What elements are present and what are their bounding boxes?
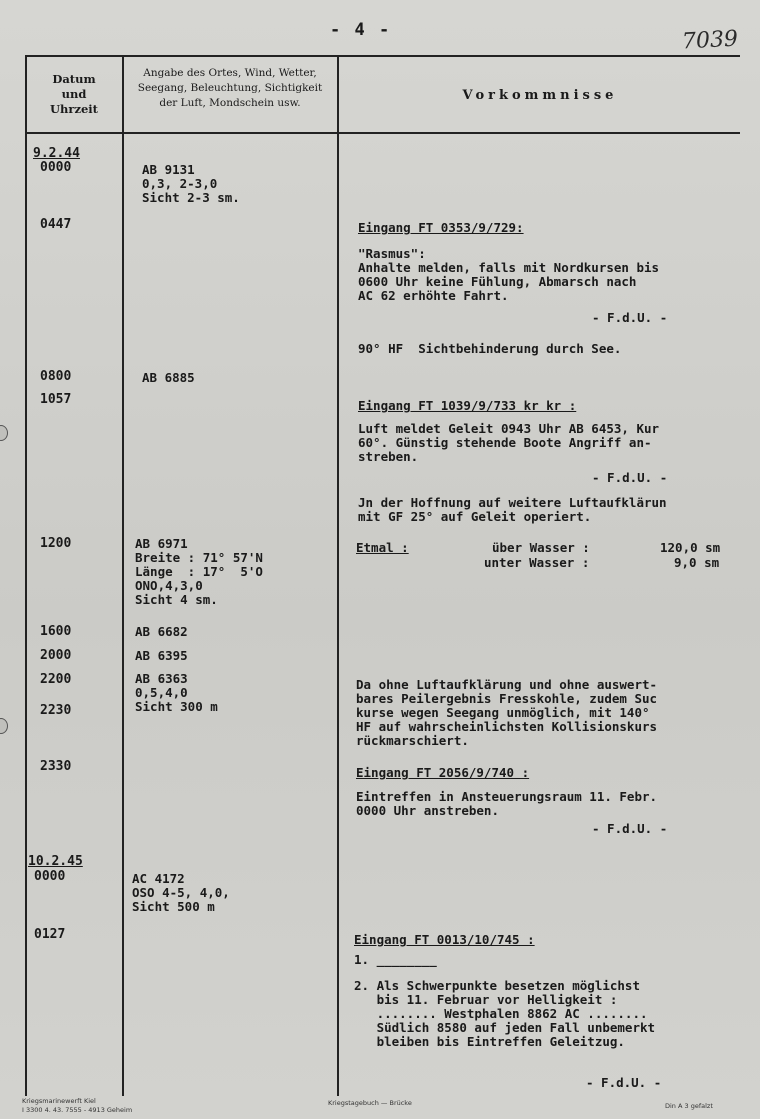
event-text: Da ohne Luftaufklärung und ohne auswert- bares Peilergebnis Fresskohle, zudem Suc kurse wegen Seegang unmöglich, mit 140° HF auf wahrscheinlichsten Kollisionskurs rückmarschiert. [356, 677, 658, 748]
event-text: Eintreffen in Ansteuerungsraum 11. Febr. 0000 Uhr anstreben. [356, 789, 658, 818]
column-header-events: Vorkommnisse [462, 88, 618, 103]
punch-hole [0, 718, 8, 734]
event-heading: Eingang FT 0353/9/729: [358, 220, 524, 235]
etmal-row-value: 120,0 sm [660, 540, 721, 555]
entry-time: 2200 [40, 672, 72, 687]
entry-time: 0000 [34, 869, 66, 884]
etmal-row-label: über Wasser : [492, 540, 590, 555]
column-header-date-line: und [61, 87, 87, 101]
entry-time: 0447 [40, 217, 72, 232]
footer-form-name: Kriegstagebuch — Brücke [328, 1099, 412, 1107]
entry-time: 2230 [40, 703, 72, 718]
entry-date: 9.2.44 [33, 146, 80, 161]
event-text: Luft meldet Geleit 0943 Uhr AB 6453, Kur 60°. Günstig stehende Boote Angriff an- streben. [358, 421, 660, 464]
event-list-item: 2. Als Schwerpunkte besetzen möglichst bis 11. Februar vor Helligkeit : ........ Westphalen 8862 AC ........ Südlich 8580 auf jeden Fall unbemerkt bleiben bis Eintreffen Geleitzug. [354, 978, 656, 1049]
event-heading: Eingang FT 1039/9/733 kr kr : [358, 398, 577, 413]
column-header-place-line: Angabe des Ortes, Wind, Wetter, [143, 67, 317, 79]
entry-time: 1600 [40, 624, 72, 639]
entry-place: AB 6395 [135, 648, 188, 663]
left-border [25, 56, 27, 1096]
entry-place: AB 6971 Breite : 71° 57'N Länge : 17° 5'O ONO,4,3,0 Sicht 4 sm. [135, 536, 263, 607]
event-heading: Eingang FT 0013/10/745 : [354, 932, 535, 947]
column-header-date-line: Datum [52, 72, 96, 86]
entry-time: 1200 [40, 536, 72, 551]
etmal-row-value: 9,0 sm [674, 555, 720, 570]
top-rule [25, 55, 740, 57]
column-header-date-line: Uhrzeit [50, 102, 98, 116]
column-divider-2 [337, 56, 339, 1096]
event-signature: - F.d.U. - [592, 470, 668, 485]
header-rule [25, 132, 740, 134]
column-header-place-line: der Luft, Mondschein usw. [159, 97, 301, 109]
column-header-place [125, 66, 335, 111]
entry-place: AB 6363 0,5,4,0 Sicht 300 m [135, 671, 218, 714]
event-note: 90° HF Sichtbehinderung durch See. [358, 341, 622, 356]
entry-place: AB 9131 0,3, 2-3,0 Sicht 2-3 sm. [142, 162, 240, 205]
punch-hole [0, 425, 8, 441]
entry-time: 1057 [40, 392, 72, 407]
footer-print-code: I 3300 4. 43. 7555 - 4913 Geheim [22, 1106, 133, 1114]
etmal-label: Etmal : [356, 540, 409, 555]
event-text: "Rasmus": Anhalte melden, falls mit Nordkursen bis 0600 Uhr keine Fühlung, Abmarsch nach AC 62 erhöhte Fahrt. [358, 246, 660, 303]
page-number: - 4 - [330, 20, 392, 40]
entry-time: 0800 [40, 369, 72, 384]
entry-place: AB 6682 [135, 624, 188, 639]
footer-printer: Kriegsmarinewerft Kiel [22, 1097, 96, 1105]
etmal-row-label: unter Wasser : [484, 555, 590, 570]
entry-time: 0127 [34, 927, 66, 942]
event-heading: Eingang FT 2056/9/740 : [356, 765, 530, 780]
event-note: Jn der Hoffnung auf weitere Luftaufklärun mit GF 25° auf Geleit operiert. [358, 495, 667, 524]
column-header-date [28, 72, 120, 117]
event-signature: - F.d.U. - [586, 1075, 662, 1090]
event-signature: - F.d.U. - [592, 821, 668, 836]
event-list-item: 1. ________ [354, 952, 437, 967]
entry-time: 2330 [40, 759, 72, 774]
entry-date: 10.2.45 [28, 854, 83, 869]
footer-format: Din A 3 gefalzt [665, 1102, 713, 1110]
column-header-place-line: Seegang, Beleuchtung, Sichtigkeit [137, 82, 323, 94]
handwritten-number: 7039 [681, 26, 739, 55]
entry-time: 2000 [40, 648, 72, 663]
entry-time: 0000 [40, 160, 72, 175]
entry-place: AB 6885 [142, 370, 195, 385]
column-divider-1 [122, 56, 124, 1096]
entry-place: AC 4172 OSO 4-5, 4,0, Sicht 500 m [132, 871, 230, 914]
event-signature: - F.d.U. - [592, 310, 668, 325]
